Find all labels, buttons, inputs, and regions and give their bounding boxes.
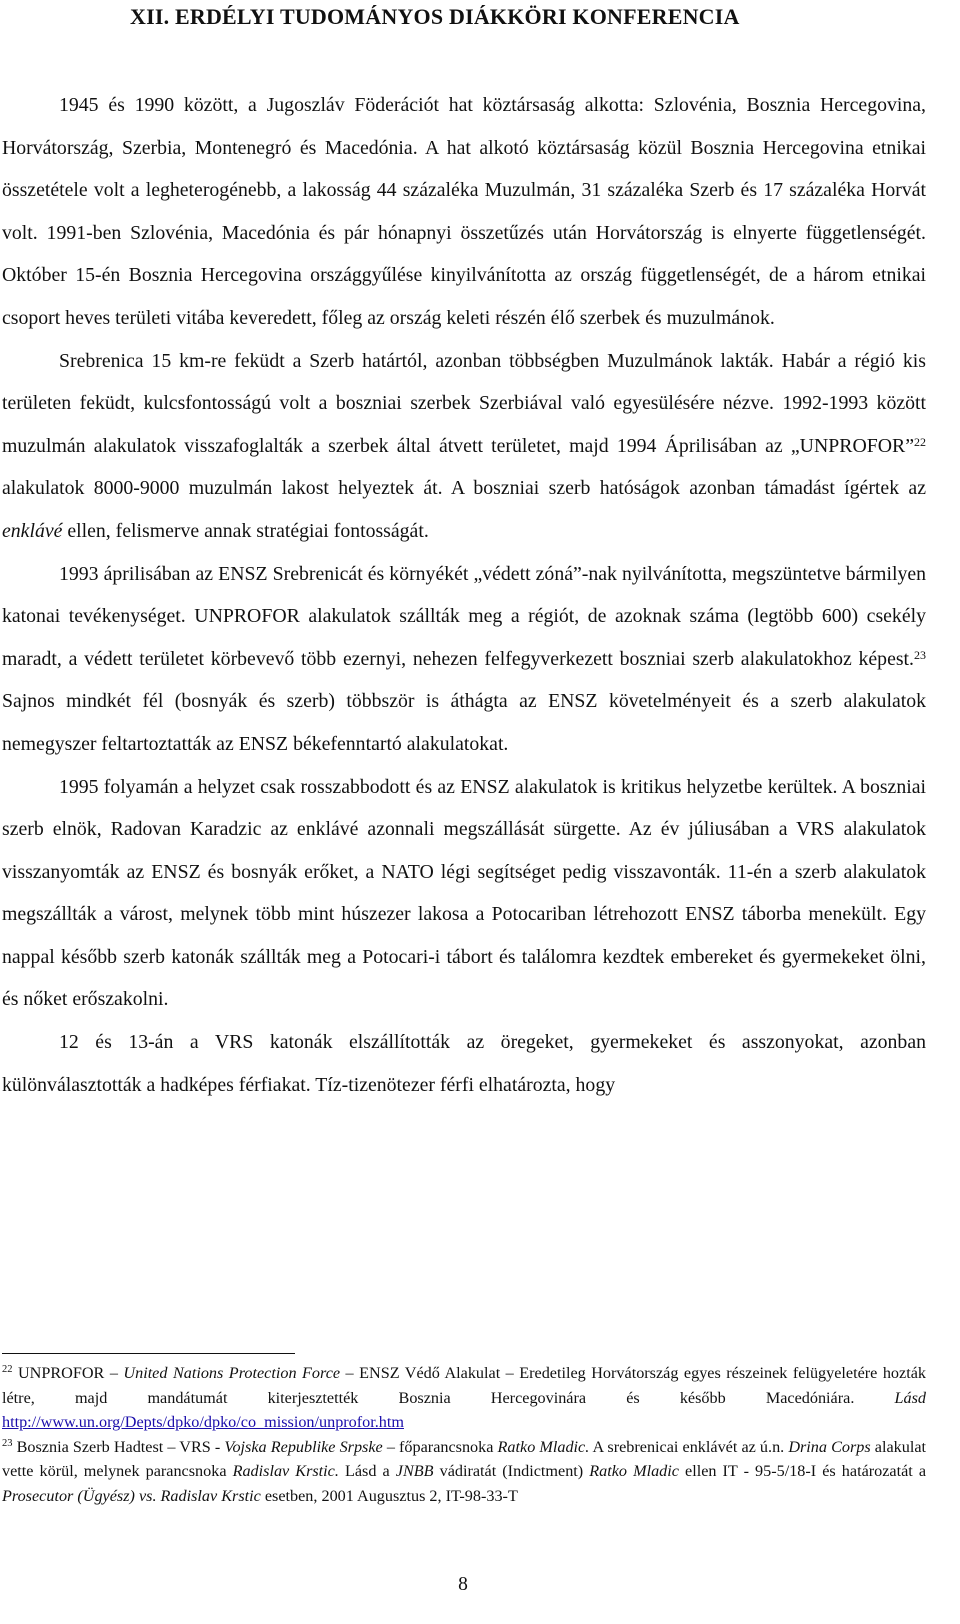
page-number: 8 [458,1574,468,1595]
footnote-number: 22 [2,1364,13,1375]
footnotes [2,1361,926,1508]
footnote-italic: Radislav Krstic. [232,1462,339,1480]
paragraph-2-italic: enklávé [2,519,63,542]
footnote-text: vádiratát (Indictment) [433,1462,590,1480]
footnote-text: ellen IT - 95-5/18-I és határozatát a [678,1462,927,1480]
footnote-italic: Ratko Mladic. [497,1437,590,1456]
footnote-italic: Vojska Republike Srpske [224,1437,383,1456]
paragraph-1-text: 1945 és 1990 között, a Jugoszláv Föderációt hat köztársaság alkotta: Szlovénia, Bosznia Hercegovina, Horvátország, Szerbia, Montenegró és Macedónia. A hat alkotó köztársaság közül Bosznia Hercegovina etnikai összetétele volt a legheterogénebb, a lakosság 44 százaléka Muzulmán, 31 százaléka Szerb és 17 százaléka Horvát volt. 1991-ben Szlovénia, Macedónia és pár hónapnyi összetűzés után Horvátország is elnyerte függetlenségét. Október 15-én Bosznia Hercegovina országgyűlése kinyilvánította az ország függetlenségét, de a három etnikai csoport heves területi vitába keveredett, főleg az ország keleti részén élő szerbek és muzulmánok. [2,94,926,329]
footnote-22 [2,1361,926,1435]
footnote-italic: Prosecutor (Ügyész) vs. Radislav Krstic [2,1486,261,1505]
footnote-italic: Lásd [894,1388,926,1407]
paragraph-5-text: 12 és 13-án a VRS katonák elszállították az öregeket, gyermekeket és asszonyokat, azonban különválasztották a hadképes férfiakat. Tíz-tizenötezer férfi elhatározta, hogy [2,1031,926,1096]
paragraph-5 [2,1021,926,1106]
footnote-italic: Drina Corps [788,1437,871,1456]
footnote-ref-23[interactable]: 23 [914,647,926,662]
unprofor-link[interactable]: http://www.un.org/Depts/dpko/dpko/co_mission/unprofor.htm [2,1413,404,1431]
page-header: XII. ERDÉLYI TUDOMÁNYOS DIÁKKÖRI KONFERENCIA [130,4,740,29]
footnote-text: UNPROFOR – [12,1364,124,1382]
footnote-text: Lásd a [338,1462,396,1480]
paragraph-2-text-c: ellen, felismerve annak stratégiai fontosságát. [62,519,429,542]
paragraph-4-text: 1995 folyamán a helyzet csak rosszabbodott és az ENSZ alakulatok is kritikus helyzetbe kerültek. A boszniai szerb elnök, Radovan Karadzic az enklávé azonnali megszállását sürgette. Az év júliusában a VRS alakulatok visszanyomták az ENSZ és bosnyák erőket, a NATO légi segítséget pedig visszavonták. 11-én a szerb alakulatok megszállták a várost, melynek több mint húszezer lakosa a Potocariban létrehozott ENSZ táborba menekült. Egy nappal később szerb katonák szállták meg a Potocari-i tábort és találomra kezdtek embereket és gyermekeket ölni, és nőket erőszakolni. [2,775,926,1011]
paragraph-2-text-a: Srebrenica 15 km-re feküdt a Szerb határtól, azonban többségben Muzulmánok lakták. Habár a régió kis területen feküdt, kulcsfontosságú volt a boszniai szerbek Szerbiával való egyesülésére nézve. 1992-1993 között muzulmán alakulatok visszafoglalták a szerbek által átvett területet, majd 1994 Áprilisában az „UNPROFOR” [2,349,926,457]
footnote-text: A srebrenicai enklávét az ú.n. [589,1437,789,1456]
paragraph-2 [2,340,926,553]
footnote-italic: United Nations Protection Force [123,1364,341,1382]
footnote-ref-22[interactable]: 22 [914,434,926,449]
footnote-text: – főparancsnoka [382,1437,498,1456]
footnote-text: esetben, 2001 Augusztus 2, IT-98-33-T [260,1486,518,1505]
paragraph-3-text-b: Sajnos mindkét fél (bosnyák és szerb) többször is áthágta az ENSZ követelményeit és a szerb alakulatok nemegyszer feltartoztatták az ENSZ békefenntartó alakulatokat. [2,690,926,755]
footnote-separator [2,1353,295,1354]
footnote-italic: Ratko Mladic [589,1462,679,1480]
footnote-text: – ENSZ Védő Alakulat – Eredetileg Horvátország egyes részeinek felügyeletére hozták létre, majd mandátumát kiterjesztették Bosznia Hercegovinára és később Macedóniára. [2,1364,926,1407]
footnote-text: Bosznia Szerb Hadtest – VRS - [12,1437,225,1456]
footnote-italic: JNBB [395,1462,434,1480]
footnote-number: 23 [2,1437,13,1449]
paragraph-3 [2,553,926,766]
footnote-23 [2,1435,926,1509]
body-text [2,84,926,1106]
paragraph-2-text-b: alakulatok 8000-9000 muzulmán lakost helyeztek át. A boszniai szerb hatóságok azonban támadást ígértek az [2,477,926,500]
paragraph-4 [2,766,926,1022]
paragraph-3-text-a: 1993 áprilisában az ENSZ Srebrenicát és környékét „védett zóná”-nak nyilvánította, megszüntetve bármilyen katonai tevékenységet. UNPROFOR alakulatok szállták meg a régiót, de azoknak száma (legtöbb 600) csekély maradt, a védett területet körbevevő több ezernyi, nehezen felfegyverkezett boszniai szerb alakulatokhoz képest. [2,562,926,670]
paragraph-1 [2,84,926,340]
footnote-text: alakulat vette körül, melynek parancsnoka [2,1437,927,1480]
